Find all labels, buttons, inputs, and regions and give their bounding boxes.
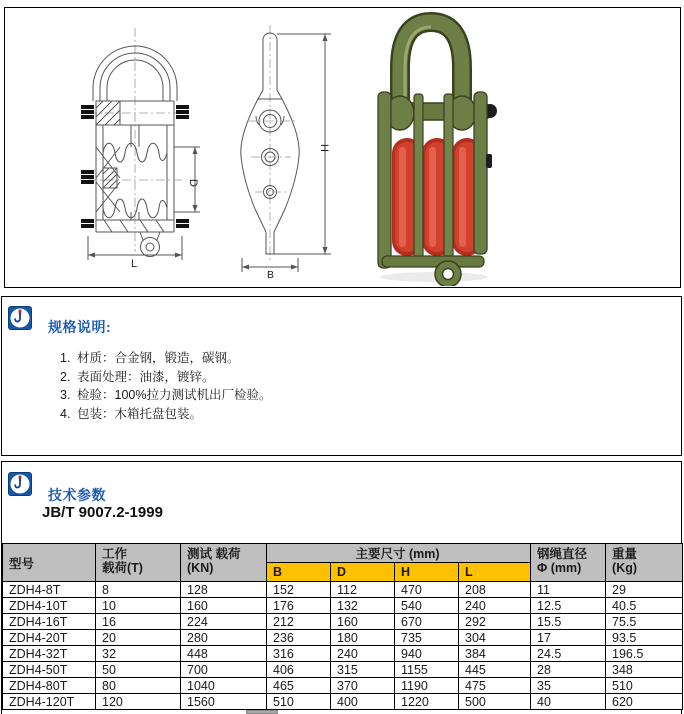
col-header-model: 型号	[3, 544, 96, 582]
cell-value: 50	[96, 662, 181, 678]
cell-value: 670	[395, 614, 459, 630]
spec-item	[60, 371, 271, 384]
cell-model: ZDH4-50T	[3, 662, 96, 678]
cell-value: 196.5	[606, 646, 683, 662]
cell-value: 160	[181, 598, 267, 614]
cell-value: 12.5	[531, 598, 606, 614]
spec-item-number: 2.	[60, 369, 71, 384]
cell-value: 35	[531, 678, 606, 694]
dim-label-b: B	[267, 269, 275, 278]
col-header-working-load	[96, 544, 181, 582]
header-line: 载荷(T)	[102, 561, 143, 575]
dim-label-l: L	[131, 258, 138, 267]
cell-value: 240	[331, 646, 395, 662]
cell-value: 32	[96, 646, 181, 662]
cell-value: 735	[395, 630, 459, 646]
cell-value: 10	[96, 598, 181, 614]
cell-model: ZDH4-20T	[3, 630, 96, 646]
header-line: 工作	[102, 547, 128, 561]
cell-value: 292	[459, 614, 531, 630]
table-header	[3, 544, 683, 582]
cell-value: 700	[181, 662, 267, 678]
cell-value: 448	[181, 646, 267, 662]
cell-value: 1560	[181, 694, 267, 710]
table-row	[3, 598, 683, 614]
cell-value: 152	[267, 582, 331, 598]
cell-value: 20	[96, 630, 181, 646]
cell-value: 93.5	[606, 630, 683, 646]
spec-list	[60, 352, 271, 426]
cell-value: 280	[181, 630, 267, 646]
front-view-drawing	[78, 22, 206, 267]
cell-value: 240	[459, 598, 531, 614]
header-line: Φ (mm)	[537, 561, 582, 575]
brand-hook-logo-icon	[8, 306, 32, 330]
col-header-dim-d: D	[331, 563, 395, 582]
spec-item	[60, 352, 271, 365]
cell-value: 29	[606, 582, 683, 598]
cell-value: 212	[267, 614, 331, 630]
cell-value: 80	[96, 678, 181, 694]
cell-value: 128	[181, 582, 267, 598]
cell-value: 16	[96, 614, 181, 630]
cell-value: 40.5	[606, 598, 683, 614]
cell-value: 406	[267, 662, 331, 678]
cell-value: 120	[96, 694, 181, 710]
col-header-weight	[606, 544, 683, 582]
cell-model: ZDH4-120T	[3, 694, 96, 710]
cell-value: 176	[267, 598, 331, 614]
cell-model: ZDH4-80T	[3, 678, 96, 694]
header-line: 重量	[612, 547, 638, 561]
standard-number: JB/T 9007.2-1999	[42, 504, 163, 521]
table-body	[3, 582, 683, 710]
cell-value: 180	[331, 630, 395, 646]
cell-value: 510	[267, 694, 331, 710]
cell-value: 940	[395, 646, 459, 662]
spec-item	[60, 408, 271, 421]
cell-value: 208	[459, 582, 531, 598]
dim-label-d: D	[187, 179, 199, 187]
cell-value: 24.5	[531, 646, 606, 662]
col-header-main-dimensions: 主要尺寸 (mm)	[267, 544, 531, 563]
brand-hook-logo-icon	[8, 472, 32, 496]
cell-value: 11	[531, 582, 606, 598]
parameters-table	[2, 543, 683, 710]
cell-value: 1155	[395, 662, 459, 678]
spec-item	[60, 389, 271, 402]
cell-value: 370	[331, 678, 395, 694]
cell-value: 132	[331, 598, 395, 614]
cell-value: 15.5	[531, 614, 606, 630]
cell-value: 465	[267, 678, 331, 694]
cell-value: 470	[395, 582, 459, 598]
cell-value: 8	[96, 582, 181, 598]
cell-value: 1220	[395, 694, 459, 710]
product-photo	[368, 6, 508, 286]
col-header-test-load	[181, 544, 267, 582]
table-row	[3, 678, 683, 694]
table-row	[3, 630, 683, 646]
spec-item-text: 包装：木箱托盘包装。	[77, 406, 203, 421]
cell-value: 348	[606, 662, 683, 678]
cell-value: 475	[459, 678, 531, 694]
cell-model: ZDH4-10T	[3, 598, 96, 614]
cell-value: 500	[459, 694, 531, 710]
horizontal-scrollbar-thumb[interactable]	[246, 710, 278, 714]
cell-value: 384	[459, 646, 531, 662]
cell-value: 17	[531, 630, 606, 646]
col-header-rope-diameter	[531, 544, 606, 582]
col-header-dim-l: L	[459, 563, 531, 582]
header-line: 测试 载荷	[187, 547, 241, 561]
cell-value: 1040	[181, 678, 267, 694]
cell-value: 160	[331, 614, 395, 630]
spec-item-text: 表面处理：油漆，镀锌。	[77, 369, 215, 384]
cell-value: 620	[606, 694, 683, 710]
spec-item-number: 3.	[60, 388, 71, 402]
cell-model: ZDH4-32T	[3, 646, 96, 662]
cell-value: 316	[267, 646, 331, 662]
table-row	[3, 694, 683, 710]
cell-value: 540	[395, 598, 459, 614]
cell-value: 40	[531, 694, 606, 710]
cell-value: 224	[181, 614, 267, 630]
tech-section-heading: 技术参数	[48, 487, 106, 503]
cell-value: 75.5	[606, 614, 683, 630]
dim-label-h: H	[318, 144, 330, 152]
cell-value: 400	[331, 694, 395, 710]
cell-value: 1190	[395, 678, 459, 694]
col-header-dim-h: H	[395, 563, 459, 582]
cell-value: 236	[267, 630, 331, 646]
cell-value: 315	[331, 662, 395, 678]
header-line: (KN)	[187, 561, 214, 575]
cell-value: 304	[459, 630, 531, 646]
table-row	[3, 646, 683, 662]
header-line: (Kg)	[612, 561, 638, 575]
spec-item-number: 1.	[60, 351, 71, 365]
spec-section-heading: 规格说明:	[48, 319, 112, 335]
spec-item-text: 材质：合金钢，锻造，碳钢。	[77, 351, 240, 365]
table-row	[3, 614, 683, 630]
table-row	[3, 662, 683, 678]
spec-item-number: 4.	[60, 406, 71, 421]
side-view-drawing	[225, 20, 340, 278]
col-header-dim-b: B	[267, 563, 331, 582]
table-row	[3, 582, 683, 598]
cell-value: 28	[531, 662, 606, 678]
spec-item-text: 检验：100%拉力测试机出厂检验。	[77, 388, 272, 402]
cell-model: ZDH4-16T	[3, 614, 96, 630]
header-line: 钢绳直径	[537, 547, 588, 561]
cell-model: ZDH4-8T	[3, 582, 96, 598]
cell-value: 510	[606, 678, 683, 694]
cell-value: 112	[331, 582, 395, 598]
cell-value: 445	[459, 662, 531, 678]
